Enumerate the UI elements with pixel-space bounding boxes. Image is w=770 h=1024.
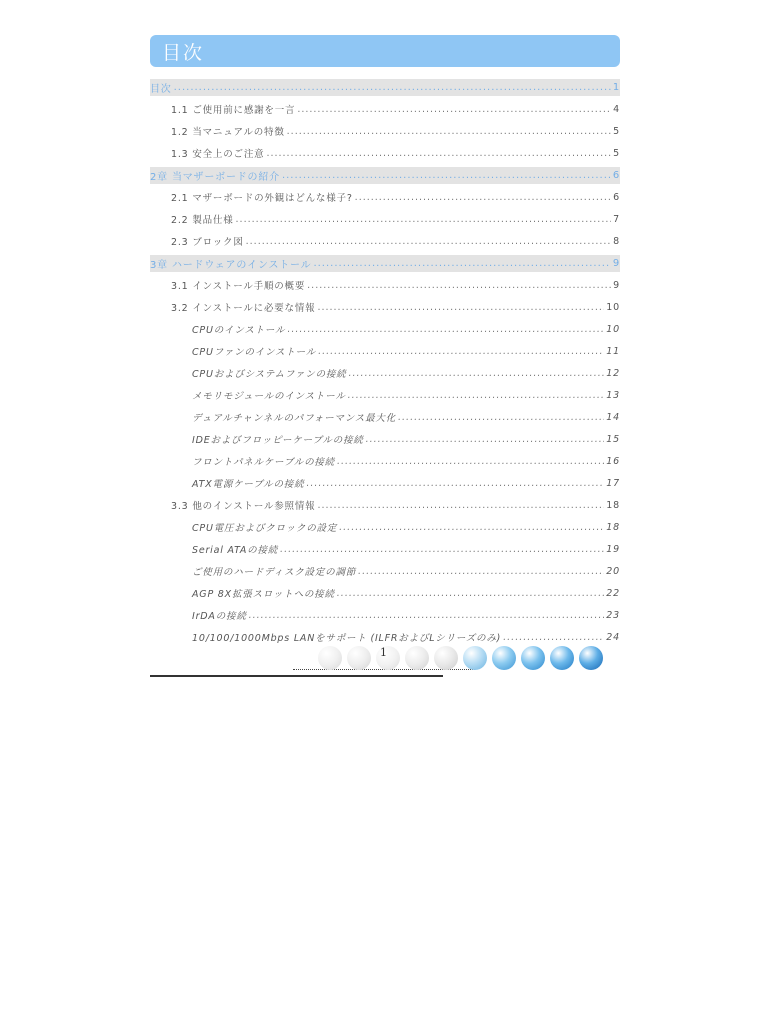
decorative-ball-icon [521,646,545,670]
toc-entry-label: ATX電源ケーブルの接続 [192,479,305,490]
toc-entry[interactable] [150,167,620,184]
toc-leader-dots [337,456,604,467]
toc-entry-label: 1.2 当マニュアルの特徴 [171,127,285,138]
toc-entry[interactable] [150,98,620,120]
toc-leader-dots [249,610,605,621]
toc-entry[interactable] [150,255,620,272]
toc-leader-dots [339,522,604,533]
toc-entry[interactable] [150,406,620,428]
toc-entry-page: 6 [612,170,620,181]
toc-entry-label: 2.3 ブロック図 [171,237,244,248]
toc-entry-page: 13 [606,389,620,401]
page-number: 1 [380,646,387,659]
toc-entry-page: 20 [606,565,620,577]
toc-leader-dots [266,148,611,159]
toc-entry-label: 2.2 製品仕様 [171,215,234,226]
toc-entry[interactable] [150,296,620,318]
toc-leader-dots [287,126,611,137]
toc-leader-dots [313,258,610,269]
toc-leader-dots [280,544,604,555]
toc-entry-label: 1.3 安全上のご注意 [171,149,265,160]
toc-leader-dots [355,192,611,203]
toc-entry-page: 16 [606,455,620,467]
toc-entry-page: 5 [613,125,620,137]
footer-rule [150,675,443,677]
toc-entry-page: 23 [606,609,620,621]
toc-entry[interactable] [150,186,620,208]
toc-entry[interactable] [150,384,620,406]
toc-leader-dots [282,170,611,181]
toc-entry-label: 1.1 ご使用前に感謝を一言 [171,105,296,116]
toc-entry-page: 19 [606,543,620,555]
toc-entry-page: 7 [613,213,620,225]
toc-leader-dots [318,346,604,357]
table-of-contents [150,76,620,648]
toc-entry-page: 17 [606,477,620,489]
toc-entry-label: CPUのインストール [192,325,286,336]
toc-entry-label: 3章 ハードウェアのインストール [150,260,312,271]
toc-entry[interactable] [150,582,620,604]
toc-leader-dots [307,280,611,291]
toc-entry[interactable] [150,560,620,582]
toc-leader-dots [348,390,605,401]
toc-entry[interactable] [150,318,620,340]
toc-entry[interactable] [150,494,620,516]
toc-entry-page: 18 [606,521,620,533]
toc-entry[interactable] [150,120,620,142]
toc-leader-dots [174,82,611,93]
toc-entry-label: 10/100/1000Mbps LANをサポート (ILFRおよびLシリーズのみ) [192,633,502,644]
toc-entry-page: 9 [612,258,620,269]
toc-entry-page: 18 [606,499,620,511]
toc-entry-label: フロントパネルケーブルの接続 [192,457,335,468]
toc-entry-label: 3.3 他のインストール参照情報 [171,501,316,512]
toc-leader-dots [337,588,605,599]
toc-leader-dots [306,478,604,489]
toc-entry-label: CPU電圧およびクロックの設定 [192,523,338,534]
toc-leader-dots [317,302,604,313]
toc-entry-page: 4 [613,103,620,115]
toc-leader-dots [398,412,604,423]
decorative-ball-icon [550,646,574,670]
toc-leader-dots [287,324,604,335]
toc-leader-dots [236,214,612,225]
toc-title-bar [150,35,620,67]
toc-leader-dots [348,368,604,379]
toc-entry-page: 22 [606,587,620,599]
toc-entry[interactable] [150,450,620,472]
toc-entry[interactable] [150,604,620,626]
toc-entry-page: 1 [612,82,620,93]
page-title: 目次 [162,42,205,64]
toc-entry[interactable] [150,230,620,252]
toc-entry-page: 12 [606,367,620,379]
toc-entry-label: メモリモジュールのインストール [192,391,346,402]
toc-entry[interactable] [150,538,620,560]
toc-entry-page: 8 [613,235,620,247]
decorative-ball-icon [463,646,487,670]
toc-entry-label: 目次 [150,84,172,95]
toc-entry[interactable] [150,516,620,538]
toc-entry[interactable] [150,274,620,296]
toc-entry-label: デュアルチャンネルのパフォーマンス最大化 [192,413,397,424]
toc-entry-label: IDEおよびフロッピーケーブルの接続 [192,435,364,446]
decorative-ball-icon [318,646,342,670]
toc-leader-dots [246,236,612,247]
toc-entry[interactable] [150,362,620,384]
toc-entry[interactable] [150,472,620,494]
toc-leader-dots [366,434,605,445]
toc-entry-page: 6 [613,191,620,203]
decorative-ball-icon [579,646,603,670]
toc-entry-label: AGP 8X拡張スロットへの接続 [192,589,335,600]
toc-entry-label: CPUおよびシステムファンの接続 [192,369,347,380]
toc-entry-label: 2章 当マザーボードの紹介 [150,172,280,183]
toc-entry-page: 14 [606,411,620,423]
toc-entry-label: Serial ATAの接続 [192,545,279,556]
toc-leader-dots [297,104,611,115]
toc-entry[interactable] [150,79,620,96]
toc-entry-page: 9 [613,279,620,291]
decorative-ball-icon [434,646,458,670]
toc-entry[interactable] [150,142,620,164]
toc-leader-dots [317,500,604,511]
toc-leader-dots [503,632,604,643]
toc-entry[interactable] [150,428,620,450]
toc-entry-page: 10 [606,323,620,335]
toc-entry-page: 24 [606,631,620,643]
toc-entry-label: 3.2 インストールに必要な情報 [171,303,316,314]
toc-entry[interactable] [150,626,620,648]
toc-entry-label: IrDAの接続 [192,611,247,622]
toc-entry-page: 15 [606,433,620,445]
toc-entry[interactable] [150,208,620,230]
decorative-ball-icon [405,646,429,670]
toc-entry-label: 2.1 マザーボードの外観はどんな様子? [171,193,353,204]
decorative-ball-icon [347,646,371,670]
toc-leader-dots [358,566,604,577]
toc-entry-label: CPUファンのインストール [192,347,317,358]
toc-entry-label: 3.1 インストール手順の概要 [171,281,306,292]
toc-entry-page: 5 [613,147,620,159]
decorative-ball-icon [492,646,516,670]
toc-entry-page: 10 [606,301,620,313]
toc-entry-page: 11 [606,345,620,357]
toc-entry-label: ご使用のハードディスク設定の調節 [192,567,357,578]
toc-entry[interactable] [150,340,620,362]
